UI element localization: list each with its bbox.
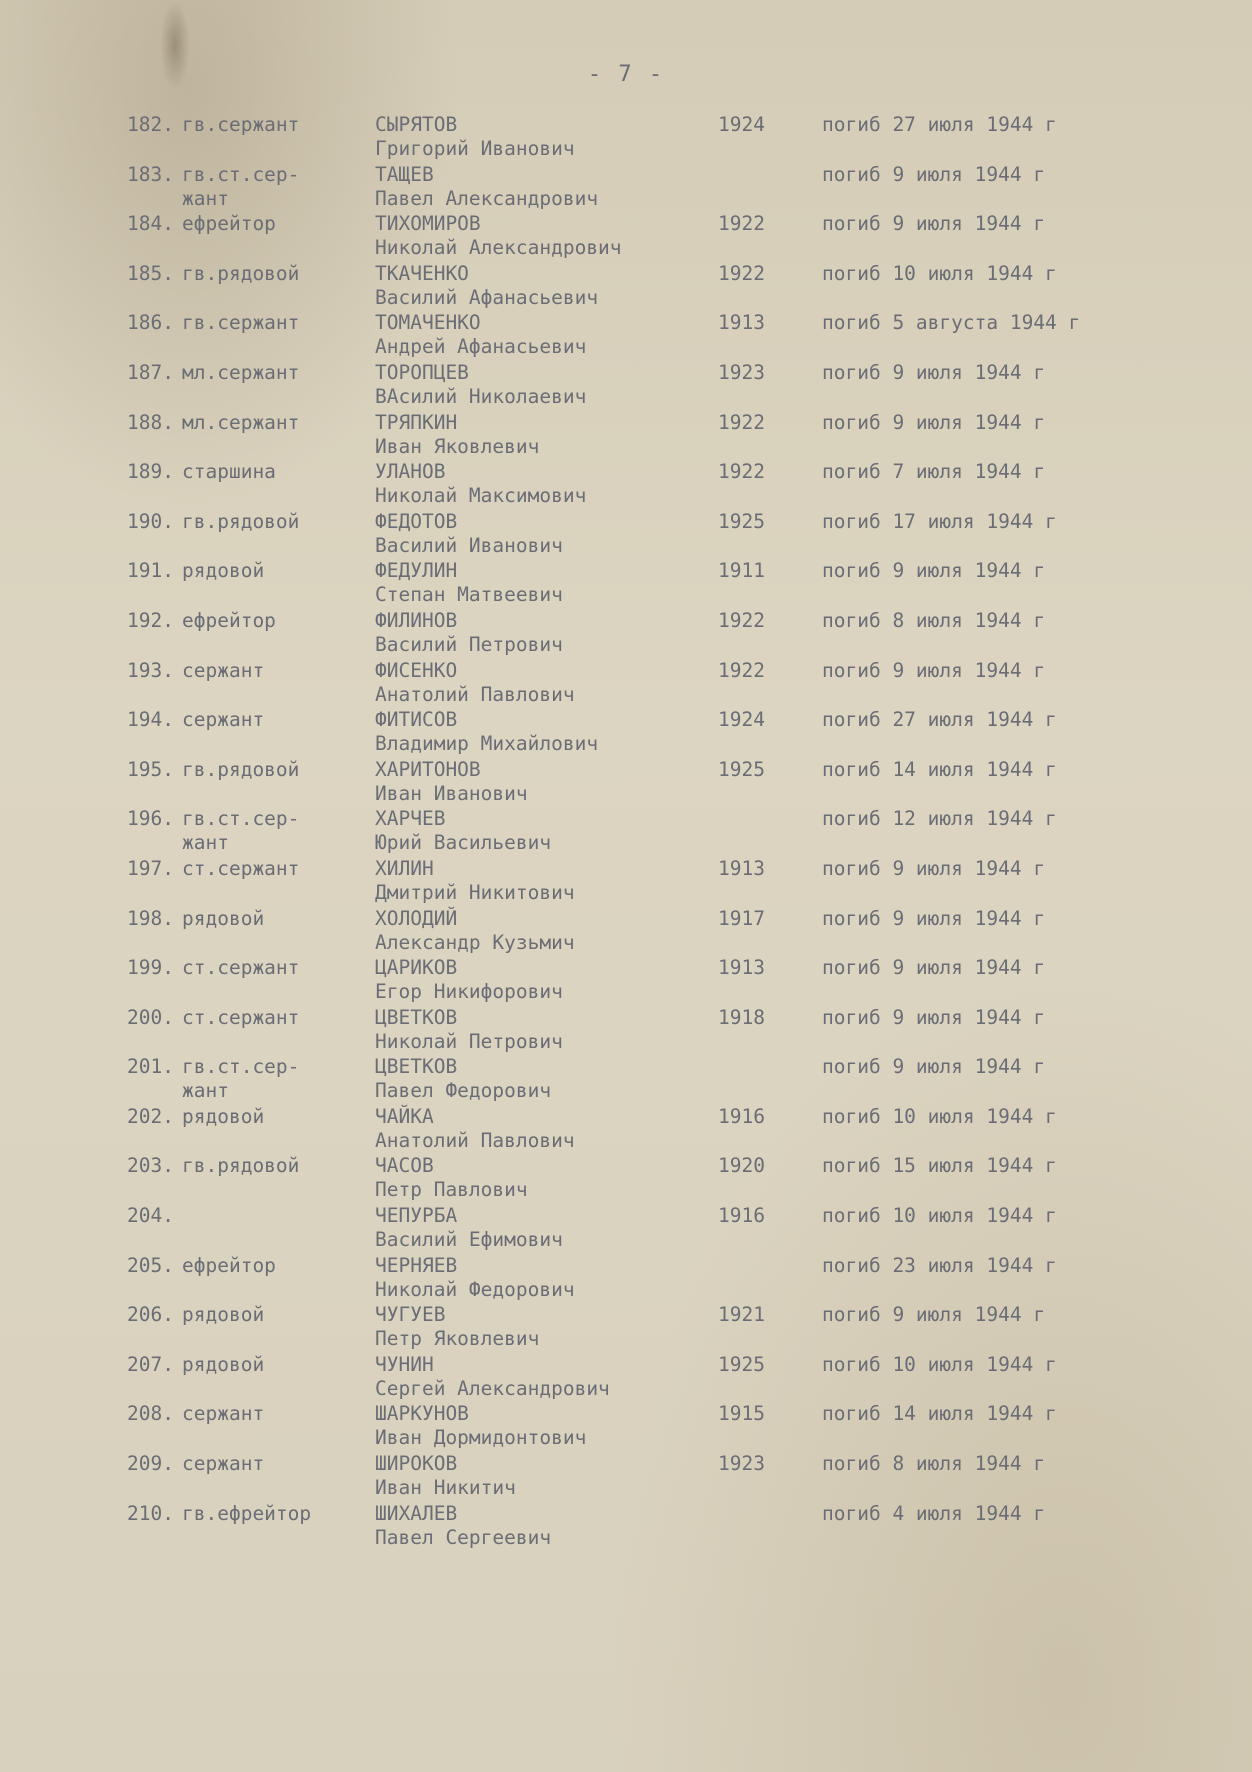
list-item [0,261,1252,311]
entry-given: Григорий Иванович [375,137,575,160]
entry-death: погиб 5 августа 1944 г [822,311,1081,335]
entry-num: 202. [127,1104,174,1128]
entry-year: 1925 [718,509,765,533]
entry-death: погиб 17 июля 1944 г [822,509,1057,533]
list-item [0,1054,1252,1104]
entry-given: Павел Федорович [375,1079,552,1103]
list-item [0,658,1252,708]
entry-year: 1922 [718,410,765,434]
entry-death: погиб 10 июля 1944 г [822,1204,1057,1228]
entry-num: 201. [127,1055,174,1079]
entry-year: 1922 [718,261,765,285]
entry-death: погиб 9 июля 1944 г [822,410,1046,434]
list-item [0,1005,1252,1055]
list-item [0,310,1252,360]
list-item [0,1352,1252,1402]
entry-year: 1917 [718,906,765,930]
entry-death: погиб 4 июля 1944 г [822,1501,1046,1525]
entry-given: Андрей Афанасьевич [375,335,587,359]
entry-death: погиб 10 июля 1944 г [822,1104,1057,1128]
entry-death: погиб 7 июля 1944 г [822,460,1046,484]
entry-given: Василий Петрович [375,632,563,656]
entry-surname: ТКАЧЕНКО [375,261,469,285]
entry-surname: ЧУГУЕВ [375,1303,446,1327]
entry-rank: мл.сержант [182,410,300,434]
entry-death: погиб 14 июля 1944 г [822,757,1057,781]
entry-given: Степан Матвеевич [375,583,563,607]
list-item [0,856,1252,906]
entry-year: 1923 [718,360,765,384]
entry-rank: гв.рядовой [182,1154,300,1178]
list-item [0,558,1252,608]
entry-rank: гв.рядовой [182,261,300,285]
entry-given: Анатолий Павлович [375,682,575,706]
entry-rank2: жант [182,1079,229,1103]
entry-given: Павел Сергеевич [375,1525,552,1549]
list-item [0,757,1252,807]
list-item [0,906,1252,956]
entry-num: 210. [127,1501,174,1525]
entry-num: 203. [127,1154,174,1178]
entry-num: 204. [127,1204,174,1228]
entry-year: 1913 [718,311,765,335]
entry-year: 1916 [718,1204,765,1228]
entry-given: Дмитрий Никитович [375,880,575,904]
list-item [0,1401,1252,1451]
entry-num: 194. [127,708,174,732]
entry-year: 1922 [718,460,765,484]
entry-surname: ТИХОМИРОВ [375,212,481,236]
entry-num: 197. [127,856,174,880]
entry-death: погиб 10 июля 1944 г [822,261,1057,285]
list-item [0,162,1252,212]
entry-surname: ХИЛИН [375,856,434,880]
entry-surname: ХАРЧЕВ [375,807,446,831]
entry-death: погиб 9 июля 1944 г [822,212,1046,236]
casualty-list [0,112,1252,1550]
entry-year: 1925 [718,757,765,781]
entry-rank: рядовой [182,1104,265,1128]
entry-death: погиб 9 июля 1944 г [822,559,1046,583]
list-item [0,112,1252,162]
entry-death: погиб 23 июля 1944 г [822,1253,1057,1277]
entry-rank: гв.ефрейтор [182,1501,312,1525]
entry-rank: старшина [182,460,276,484]
entry-death: погиб 9 июля 1944 г [822,360,1046,384]
entry-num: 192. [127,608,174,632]
entry-surname: ХОЛОДИЙ [375,906,458,930]
entry-death: погиб 27 июля 1944 г [822,113,1057,136]
entry-given: Сергей Александрович [375,1376,610,1400]
entry-surname: ШАРКУНОВ [375,1402,469,1426]
entry-surname: ЧЕРНЯЕВ [375,1253,458,1277]
entry-surname: ЦВЕТКОВ [375,1055,458,1079]
list-item [0,1203,1252,1253]
entry-surname: ФИСЕНКО [375,658,458,682]
entry-given: Василий Афанасьевич [375,285,599,309]
entry-rank: ст.сержант [182,956,300,980]
entry-death: погиб 8 июля 1944 г [822,608,1046,632]
entry-surname: ТОРОПЦЕВ [375,360,469,384]
entry-rank: ефрейтор [182,608,276,632]
entry-year: 1922 [718,608,765,632]
entry-death: погиб 12 июля 1944 г [822,807,1057,831]
entry-year: 1920 [718,1154,765,1178]
list-item [0,955,1252,1005]
entry-surname: ЧЕПУРБА [375,1204,458,1228]
entry-rank: мл.сержант [182,360,300,384]
entry-death: погиб 15 июля 1944 г [822,1154,1057,1178]
entry-given: Анатолий Павлович [375,1128,575,1152]
page-number: - 7 - [587,62,665,87]
entry-num: 183. [127,162,174,186]
entry-death: погиб 8 июля 1944 г [822,1452,1046,1476]
entry-death: погиб 9 июля 1944 г [822,856,1046,880]
entry-rank: сержант [182,658,265,682]
entry-num: 185. [127,261,174,285]
entry-rank: гв.ст.сер- [182,1055,300,1079]
entry-surname: УЛАНОВ [375,460,446,484]
entry-num: 207. [127,1352,174,1376]
entry-surname: ЧАЙКА [375,1104,434,1128]
entry-given: Егор Никифорович [375,980,563,1004]
entry-rank: гв.сержант [182,113,300,136]
entry-surname: ЦАРИКОВ [375,956,458,980]
entry-surname: ТРЯПКИН [375,410,458,434]
entry-year: 1921 [718,1303,765,1327]
entry-num: 200. [127,1005,174,1029]
entry-year: 1913 [718,856,765,880]
entry-rank: рядовой [182,906,265,930]
entry-rank: гв.рядовой [182,757,300,781]
entry-given: Павел Александрович [375,186,599,210]
entry-death: погиб 9 июля 1944 г [822,906,1046,930]
entry-given: Николай Петрович [375,1029,563,1053]
entry-rank: рядовой [182,1303,265,1327]
entry-surname: ЦВЕТКОВ [375,1005,458,1029]
list-item [0,1104,1252,1154]
entry-surname: ТОМАЧЕНКО [375,311,481,335]
entry-num: 190. [127,509,174,533]
list-item [0,410,1252,460]
entry-death: погиб 9 июля 1944 г [822,1055,1046,1079]
entry-given: Владимир Михайлович [375,732,599,756]
entry-given: Александр Кузьмич [375,930,575,954]
entry-rank: ст.сержант [182,1005,300,1029]
entry-rank: ефрейтор [182,1253,276,1277]
entry-num: 187. [127,360,174,384]
entry-surname: ФИЛИНОВ [375,608,458,632]
entry-given: Василий Иванович [375,533,563,557]
entry-surname: ХАРИТОНОВ [375,757,481,781]
list-item [0,1302,1252,1352]
entry-given: Петр Павлович [375,1178,528,1202]
entry-rank: сержант [182,1402,265,1426]
entry-death: погиб 14 июля 1944 г [822,1402,1057,1426]
entry-rank: рядовой [182,559,265,583]
entry-given: Иван Никитич [375,1476,516,1500]
entry-rank: гв.рядовой [182,509,300,533]
list-item [0,459,1252,509]
entry-surname: ЧУНИН [375,1352,434,1376]
entry-surname: ШИХАЛЕВ [375,1501,458,1525]
list-item [0,1153,1252,1203]
entry-num: 182. [127,113,174,136]
entry-given: ВАсилий Николаевич [375,384,587,408]
entry-year: 1922 [718,658,765,682]
entry-given: Иван Иванович [375,781,528,805]
list-item [0,1451,1252,1501]
entry-num: 198. [127,906,174,930]
list-item [0,707,1252,757]
entry-rank: ефрейтор [182,212,276,236]
entry-num: 199. [127,956,174,980]
entry-surname: ШИРОКОВ [375,1452,458,1476]
entry-year: 1922 [718,212,765,236]
entry-death: погиб 10 июля 1944 г [822,1352,1057,1376]
entry-num: 193. [127,658,174,682]
entry-given: Юрий Васильевич [375,831,552,855]
entry-death: погиб 9 июля 1944 г [822,1303,1046,1327]
entry-year: 1924 [718,113,765,136]
entry-year: 1925 [718,1352,765,1376]
entry-num: 184. [127,212,174,236]
entry-surname: ФИТИСОВ [375,708,458,732]
entry-given: Василий Ефимович [375,1228,563,1252]
entry-surname: СЫРЯТОВ [375,113,458,136]
entry-year: 1916 [718,1104,765,1128]
entry-given: Николай Федорович [375,1277,575,1301]
entry-num: 206. [127,1303,174,1327]
list-item [0,360,1252,410]
entry-num: 196. [127,807,174,831]
entry-rank: сержант [182,1452,265,1476]
entry-num: 186. [127,311,174,335]
entry-rank: сержант [182,708,265,732]
entry-death: погиб 27 июля 1944 г [822,708,1057,732]
list-item [0,509,1252,559]
list-item [0,806,1252,856]
entry-death: погиб 9 июля 1944 г [822,956,1046,980]
entry-surname: ЧАСОВ [375,1154,434,1178]
entry-rank2: жант [182,186,229,210]
entry-death: погиб 9 июля 1944 г [822,658,1046,682]
entry-rank: гв.ст.сер- [182,162,300,186]
entry-death: погиб 9 июля 1944 г [822,162,1046,186]
entry-surname: ФЕДОТОВ [375,509,458,533]
entry-num: 189. [127,460,174,484]
entry-num: 205. [127,1253,174,1277]
entry-num: 195. [127,757,174,781]
list-item [0,211,1252,261]
entry-num: 188. [127,410,174,434]
entry-death: погиб 9 июля 1944 г [822,1005,1046,1029]
entry-rank: гв.ст.сер- [182,807,300,831]
entry-surname: ФЕДУЛИН [375,559,458,583]
entry-rank: гв.сержант [182,311,300,335]
entry-given: Николай Максимович [375,484,587,508]
entry-surname: ТАЩЕВ [375,162,434,186]
entry-num: 191. [127,559,174,583]
entry-given: Иван Яковлевич [375,434,540,458]
entry-rank: ст.сержант [182,856,300,880]
list-item [0,1501,1252,1551]
entry-year: 1918 [718,1005,765,1029]
entry-year: 1924 [718,708,765,732]
entry-year: 1911 [718,559,765,583]
entry-rank2: жант [182,831,229,855]
list-item [0,608,1252,658]
entry-given: Николай Александрович [375,236,622,260]
list-item [0,1253,1252,1303]
entry-num: 208. [127,1402,174,1426]
entry-given: Петр Яковлевич [375,1327,540,1351]
entry-rank: рядовой [182,1352,265,1376]
entry-year: 1915 [718,1402,765,1426]
entry-num: 209. [127,1452,174,1476]
entry-given: Иван Дормидонтович [375,1426,587,1450]
entry-year: 1913 [718,956,765,980]
entry-year: 1923 [718,1452,765,1476]
